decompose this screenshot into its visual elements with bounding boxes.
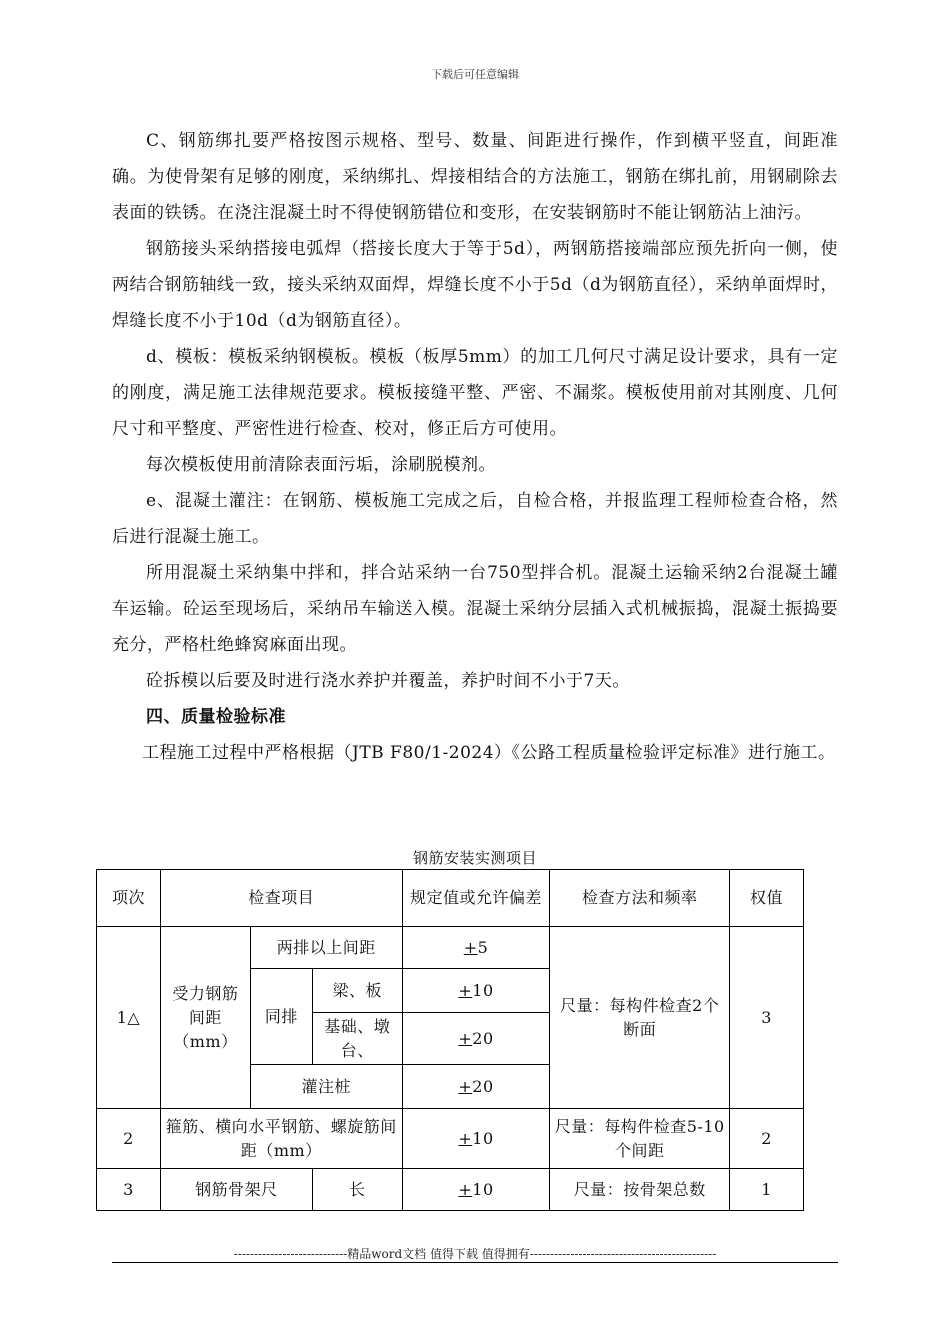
row1-sub-foundation: 基础、墩台、	[312, 1013, 402, 1065]
row1-sub-two-rows: 两排以上间距	[250, 927, 402, 969]
row1-sub-same-row: 同排	[250, 969, 312, 1065]
row3-tolerance	[402, 1169, 550, 1211]
tolerance-value: 10	[472, 980, 494, 1000]
footer-divider	[112, 1262, 838, 1263]
row3-sub: 长	[312, 1169, 402, 1211]
page-header-note: 下载后可任意编辑	[431, 68, 519, 81]
table-caption: 钢筋安装实测项目	[412, 849, 537, 867]
tolerance-value: 10	[472, 1128, 494, 1148]
row3-no: 3	[97, 1169, 161, 1211]
table-row	[97, 1169, 804, 1211]
table-row	[97, 1109, 804, 1169]
paragraph-curing: 砼拆模以后要及时进行浇水养护并覆盖，养护时间不小于7天。	[146, 671, 630, 691]
plus-minus-sign: +	[458, 980, 473, 1000]
plus-minus-sign: +	[458, 1179, 473, 1199]
row3-method: 尺量：按骨架总数	[550, 1169, 730, 1211]
plus-minus-sign: +	[458, 1128, 473, 1148]
plus-minus-sign: +	[458, 1076, 473, 1096]
tolerance-value: 20	[472, 1076, 494, 1096]
row1-sub-beam: 梁、板	[312, 969, 402, 1013]
paragraph-rebar-welding: 钢筋接头采纳搭接电弧焊（搭接长度大于等于5d），两钢筋搭接端部应预先折向一侧，使两结合钢筋轴线一致，接头采纳双面焊，焊缝长度不小于5d（d为钢筋直径），采纳单面焊时，焊缝长度不小于10d（d为钢筋直径）。	[112, 239, 838, 331]
row1-no: 1△	[97, 927, 161, 1109]
row1-item: 受力钢筋间距（mm）	[160, 927, 250, 1109]
row1-foundation-tolerance	[402, 1013, 550, 1065]
row2-no: 2	[97, 1109, 161, 1169]
paragraph-standard: 工程施工过程中严格根据（JTB F80/1-2024）《公路工程质量检验评定标准》进行施工。	[142, 743, 836, 763]
body-text	[112, 123, 838, 771]
paragraph-formwork: d、模板：模板采纳钢模板。模板（板厚5mm）的加工几何尺寸满足设计要求，具有一定的刚度，满足施工法律规范要求。模板接缝平整、严密、不漏浆。模板使用前对其刚度、几何尺寸和平整度、严密性进行检查、校对，修正后方可使用。	[112, 347, 838, 439]
row2-tolerance	[402, 1109, 550, 1169]
inspection-table	[96, 869, 804, 1211]
plus-minus-sign: +	[463, 937, 478, 957]
row1-pile-tolerance	[402, 1065, 550, 1109]
tolerance-value: 20	[472, 1028, 494, 1048]
header-method: 检查方法和频率	[550, 870, 730, 927]
row1-two-rows-tolerance	[402, 927, 550, 969]
section-heading-quality: 四、质量检验标准	[146, 707, 286, 727]
paragraph-concrete-mixing: 所用混凝土采纳集中拌和，拌合站采纳一台750型拌合机。混凝土运输采纳2台混凝土罐车运输。砼运至现场后，采纳吊车输送入模。混凝土采纳分层插入式机械振捣，混凝土振捣要充分，严格杜绝蜂窝麻面出现。	[112, 563, 838, 655]
row2-item: 箍筋、横向水平钢筋、螺旋筋间距（mm）	[160, 1109, 402, 1169]
plus-minus-sign: +	[458, 1028, 473, 1048]
paragraph-rebar-binding: C、钢筋绑扎要严格按图示规格、型号、数量、间距进行操作，作到横平竖直，间距准确。为使骨架有足够的刚度，采纳绑扎、焊接相结合的方法施工，钢筋在绑扎前，用钢刷除去表面的铁锈。在浇注混凝土时不得使钢筋错位和变形，在安装钢筋时不能让钢筋沾上油污。	[112, 131, 838, 223]
header-tolerance: 规定值或允许偏差	[402, 870, 550, 927]
header-weight: 权值	[730, 870, 804, 927]
row3-item: 钢筋骨架尺	[160, 1169, 312, 1211]
table-header-row	[97, 870, 804, 927]
row2-method: 尺量：每构件检查5-10个间距	[550, 1109, 730, 1169]
header-item: 检查项目	[160, 870, 402, 927]
row3-weight: 1	[730, 1169, 804, 1211]
row2-weight: 2	[730, 1109, 804, 1169]
paragraph-release-agent: 每次模板使用前清除表面污垢，涂刷脱模剂。	[146, 455, 496, 475]
header-no: 项次	[97, 870, 161, 927]
row1-sub-pile: 灌注桩	[250, 1065, 402, 1109]
tolerance-value: 10	[472, 1179, 494, 1199]
row1-beam-tolerance	[402, 969, 550, 1013]
row1-weight: 3	[730, 927, 804, 1109]
paragraph-concrete-pouring: e、混凝土灌注：在钢筋、模板施工完成之后，自检合格，并报监理工程师检查合格，然后进行混凝土施工。	[112, 491, 838, 547]
table-row	[97, 927, 804, 969]
page-footer-note: ----------------------------精品word文档 值得下载 值得拥有----------------------------------------------	[233, 1247, 717, 1261]
tolerance-value: 5	[477, 937, 489, 957]
row1-method: 尺量：每构件检查2个断面	[550, 927, 730, 1109]
